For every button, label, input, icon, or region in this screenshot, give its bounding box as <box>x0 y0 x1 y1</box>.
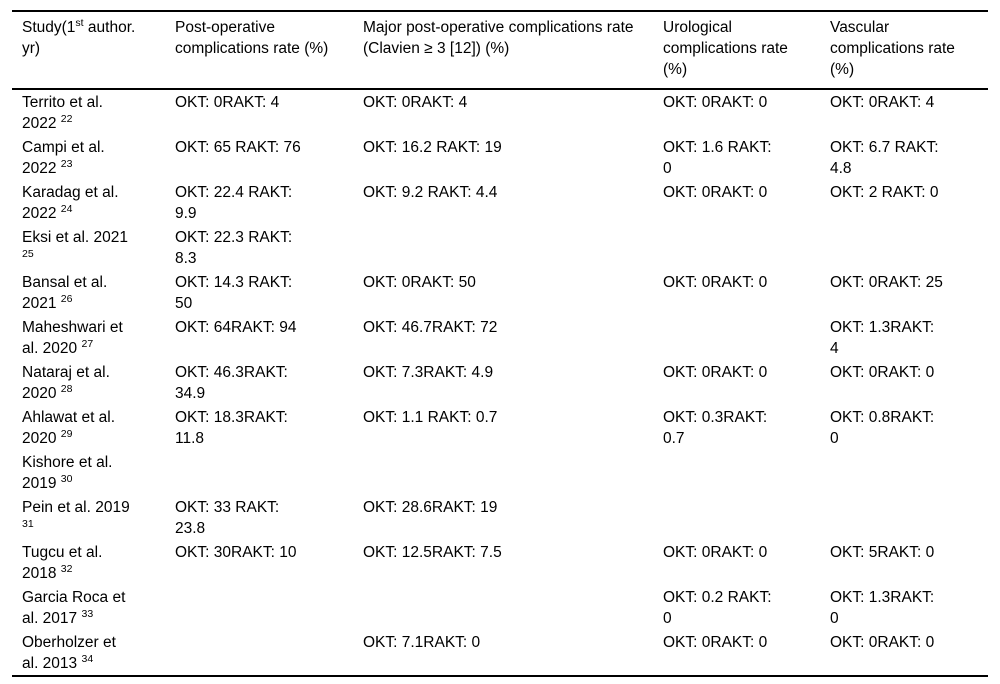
header-study <box>12 11 165 89</box>
vascular-rate-cell: OKT: 0RAKT: 0 <box>830 364 935 381</box>
study-name: Ahlawat et al. 2020 <box>22 409 116 447</box>
table-row <box>12 360 988 405</box>
table-row <box>12 270 988 315</box>
postop-rate-cell: OKT: 0RAKT: 4 <box>175 94 280 111</box>
postop-rate-cell <box>165 630 353 676</box>
table-row <box>12 180 988 225</box>
vascular-rate-cell: OKT: 6.7 RAKT: 4.8 <box>830 139 939 177</box>
study-cell <box>12 495 165 540</box>
table-row <box>12 450 988 495</box>
reference-superscript: 22 <box>60 112 73 125</box>
study-name: Nataraj et al. 2020 <box>22 364 110 402</box>
reference-superscript: 34 <box>81 652 94 665</box>
study-cell <box>12 315 165 360</box>
urological-rate-cell: OKT: 0RAKT: 0 <box>663 94 768 111</box>
urological-rate-cell <box>653 495 820 540</box>
postop-rate-cell <box>165 450 353 495</box>
major-postop-rate-cell: OKT: 0RAKT: 4 <box>363 94 468 111</box>
table-row <box>12 135 988 180</box>
study-cell <box>12 630 165 676</box>
urological-rate-cell: OKT: 0.3RAKT: 0.7 <box>663 409 768 447</box>
study-cell <box>12 450 165 495</box>
study-name: Karadag et al. 2022 <box>22 184 119 222</box>
table-row <box>12 315 988 360</box>
study-name: Kishore et al. 2019 <box>22 454 113 492</box>
study-name: Campi et al. 2022 <box>22 139 105 177</box>
urological-rate-cell <box>653 225 820 270</box>
major-postop-rate-cell: OKT: 28.6RAKT: 19 <box>363 499 498 516</box>
reference-superscript: 26 <box>60 292 73 305</box>
vascular-rate-cell: OKT: 1.3RAKT: 0 <box>830 589 935 627</box>
vascular-rate-cell <box>820 495 988 540</box>
study-name: Tugcu et al. 2018 <box>22 544 103 582</box>
major-postop-rate-cell: OKT: 46.7RAKT: 72 <box>363 319 498 336</box>
study-cell <box>12 135 165 180</box>
postop-rate-cell: OKT: 33 RAKT: 23.8 <box>175 499 280 537</box>
postop-rate-cell: OKT: 22.3 RAKT: 8.3 <box>175 229 293 267</box>
postop-rate-cell <box>165 585 353 630</box>
reference-superscript: 29 <box>60 427 73 440</box>
header-study-text-cont: author. yr) <box>22 19 136 57</box>
major-postop-rate-cell: OKT: 0RAKT: 50 <box>363 274 476 291</box>
reference-superscript: 33 <box>81 607 94 620</box>
postop-rate-cell: OKT: 18.3RAKT: 11.8 <box>175 409 288 447</box>
urological-rate-cell <box>653 315 820 360</box>
study-cell <box>12 180 165 225</box>
study-cell <box>12 225 165 270</box>
major-postop-rate-cell <box>353 225 653 270</box>
study-name: Garcia Roca et al. 2017 <box>22 589 126 627</box>
table-row <box>12 630 988 676</box>
header-study-text: Study(1 <box>22 19 76 36</box>
vascular-rate-cell <box>820 450 988 495</box>
study-name: Maheshwari et al. 2020 <box>22 319 123 357</box>
study-name: Pein et al. 2019 <box>22 499 130 516</box>
vascular-rate-cell: OKT: 0RAKT: 25 <box>830 274 943 291</box>
header-vascular-rate: Vascular complications rate (%) <box>820 11 988 89</box>
major-postop-rate-cell <box>353 450 653 495</box>
urological-rate-cell: OKT: 0RAKT: 0 <box>663 634 768 651</box>
study-cell <box>12 405 165 450</box>
study-name: Bansal et al. 2021 <box>22 274 108 312</box>
reference-superscript: 27 <box>81 337 94 350</box>
major-postop-rate-cell: OKT: 7.1RAKT: 0 <box>363 634 481 651</box>
postop-rate-cell: OKT: 30RAKT: 10 <box>175 544 297 561</box>
vascular-rate-cell: OKT: 0RAKT: 4 <box>830 94 935 111</box>
major-postop-rate-cell: OKT: 1.1 RAKT: 0.7 <box>363 409 498 426</box>
major-postop-rate-cell: OKT: 12.5RAKT: 7.5 <box>363 544 502 561</box>
major-postop-rate-cell: OKT: 9.2 RAKT: 4.4 <box>363 184 498 201</box>
study-cell <box>12 89 165 135</box>
urological-rate-cell: OKT: 0.2 RAKT: 0 <box>663 589 772 627</box>
vascular-rate-cell: OKT: 0RAKT: 0 <box>830 634 935 651</box>
postop-rate-cell: OKT: 65 RAKT: 76 <box>175 139 301 156</box>
table-row <box>12 540 988 585</box>
reference-superscript: 32 <box>60 562 73 575</box>
postop-rate-cell: OKT: 46.3RAKT: 34.9 <box>175 364 288 402</box>
table-row <box>12 585 988 630</box>
study-cell <box>12 540 165 585</box>
urological-rate-cell: OKT: 0RAKT: 0 <box>663 364 768 381</box>
urological-rate-cell: OKT: 0RAKT: 0 <box>663 544 768 561</box>
table-body <box>12 89 988 676</box>
study-cell <box>12 360 165 405</box>
postop-rate-cell: OKT: 22.4 RAKT: 9.9 <box>175 184 293 222</box>
postop-rate-cell: OKT: 64RAKT: 94 <box>175 319 297 336</box>
major-postop-rate-cell: OKT: 16.2 RAKT: 19 <box>363 139 502 156</box>
urological-rate-cell: OKT: 0RAKT: 0 <box>663 274 768 291</box>
study-cell <box>12 270 165 315</box>
reference-superscript: 25 <box>22 247 34 260</box>
header-row <box>12 11 988 89</box>
header-major-postop-rate: Major post-operative complications rate (Clavien ≥ 3 [12]) (%) <box>353 11 653 89</box>
major-postop-rate-cell: OKT: 7.3RAKT: 4.9 <box>363 364 494 381</box>
major-postop-rate-cell <box>353 585 653 630</box>
reference-superscript: 31 <box>22 517 34 530</box>
urological-rate-cell: OKT: 1.6 RAKT: 0 <box>663 139 772 177</box>
complications-table <box>12 10 988 677</box>
reference-superscript: 30 <box>60 472 73 485</box>
table-row <box>12 89 988 135</box>
vascular-rate-cell <box>820 225 988 270</box>
header-study-superscript: st <box>75 16 84 29</box>
urological-rate-cell <box>653 450 820 495</box>
study-name: Territo et al. 2022 <box>22 94 103 132</box>
header-urological-rate: Urological complications rate (%) <box>653 11 820 89</box>
study-name: Eksi et al. 2021 <box>22 229 128 246</box>
vascular-rate-cell: OKT: 0.8RAKT: 0 <box>830 409 935 447</box>
reference-superscript: 28 <box>60 382 73 395</box>
table-row <box>12 495 988 540</box>
vascular-rate-cell: OKT: 1.3RAKT: 4 <box>830 319 935 357</box>
header-postop-rate: Post-operative complications rate (%) <box>165 11 353 89</box>
postop-rate-cell: OKT: 14.3 RAKT: 50 <box>175 274 293 312</box>
study-cell <box>12 585 165 630</box>
table-row <box>12 225 988 270</box>
study-name: Oberholzer et al. 2013 <box>22 634 116 672</box>
table-row <box>12 405 988 450</box>
vascular-rate-cell: OKT: 2 RAKT: 0 <box>830 184 939 201</box>
reference-superscript: 23 <box>60 157 73 170</box>
reference-superscript: 24 <box>60 202 73 215</box>
table-header <box>12 11 988 89</box>
urological-rate-cell: OKT: 0RAKT: 0 <box>663 184 768 201</box>
vascular-rate-cell: OKT: 5RAKT: 0 <box>830 544 935 561</box>
